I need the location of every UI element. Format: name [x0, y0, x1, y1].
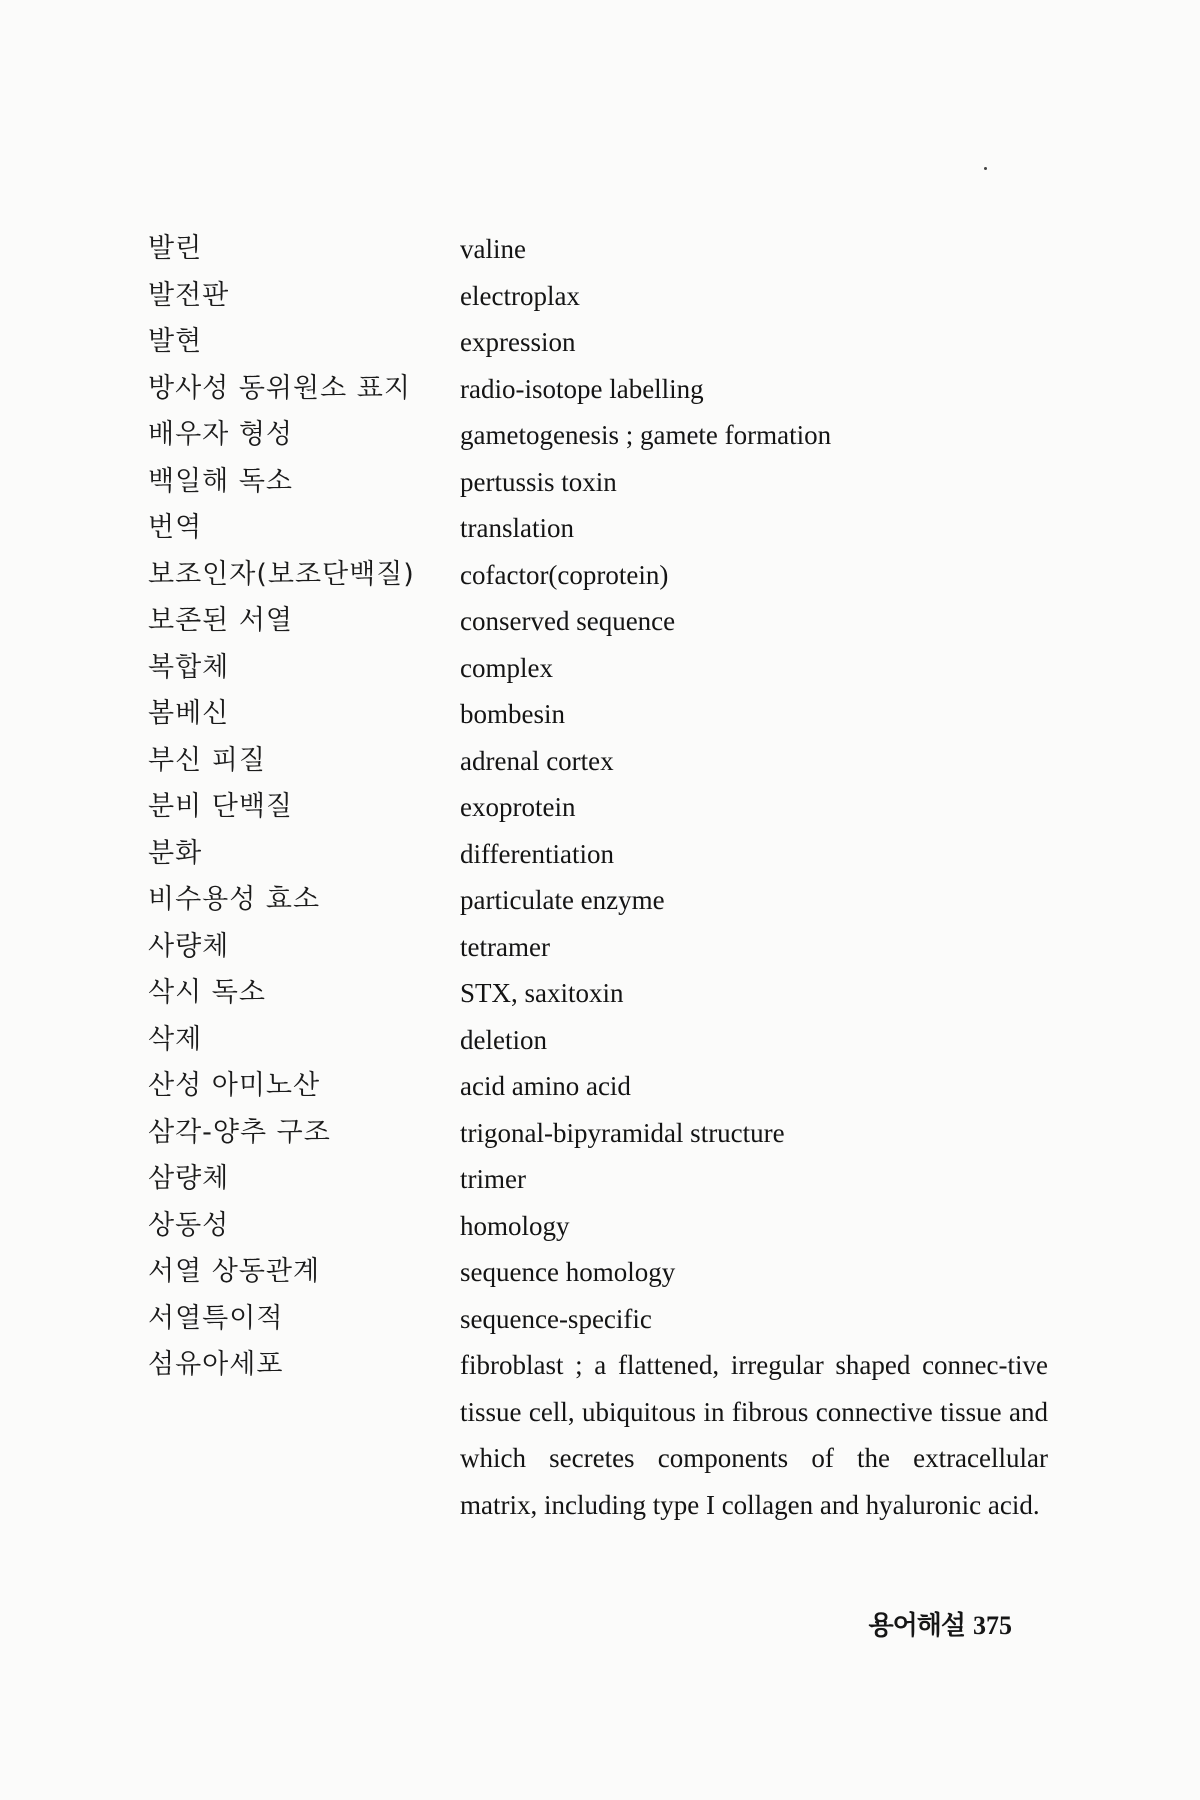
korean-term: 방사성 동위원소 표지 [148, 372, 411, 404]
glossary-entry [148, 459, 1048, 506]
english-term: adrenal cortex [460, 745, 614, 776]
english-term: expression [460, 327, 576, 357]
english-term: trimer [460, 1164, 526, 1194]
korean-term: 발전판 [148, 279, 230, 311]
korean-term: 번역 [148, 512, 203, 543]
english-term: conserved sequence [460, 606, 676, 636]
glossary-entry [148, 1017, 1048, 1064]
glossary-entry [148, 1110, 1048, 1157]
korean-term: 서열특이적 [148, 1302, 284, 1334]
glossary-entry [148, 970, 1048, 1017]
korean-term: 섬유아세포 [148, 1349, 284, 1380]
glossary-list [148, 226, 1048, 1528]
glossary-entry [148, 1249, 1048, 1296]
korean-term: 보존된 서열 [148, 605, 293, 636]
english-definition: fibroblast ; a flattened, irregular shaped connec-tive tissue cell, ubiquitous in fibrous connective tissue and which secretes components of the extracellular matrix, including type I collagen and hyaluronic acid. [460, 1350, 1048, 1520]
glossary-entry [148, 738, 1048, 785]
english-term: exoprotein [460, 792, 576, 822]
english-term: valine [460, 234, 526, 264]
page-number: 375 [973, 1611, 1012, 1640]
korean-term: 봄베신 [148, 698, 230, 729]
section-label: 용어해설 [868, 1611, 965, 1641]
glossary-entry [148, 1342, 1048, 1528]
english-term: radio-isotope labelling [460, 373, 704, 404]
glossary-entry [148, 1203, 1048, 1250]
glossary-entry [148, 924, 1048, 971]
korean-term: 배우자 형성 [148, 419, 293, 450]
english-term: trigonal-bipyramidal structure [460, 1117, 785, 1148]
glossary-entry [148, 877, 1048, 924]
english-term: deletion [460, 1024, 547, 1055]
korean-term: 삼량체 [148, 1163, 230, 1194]
korean-term: 삭시 독소 [148, 977, 266, 1008]
glossary-entry [148, 366, 1048, 413]
page-footer [869, 1605, 1012, 1642]
glossary-entry [148, 645, 1048, 692]
english-term: complex [460, 652, 553, 683]
korean-term: 삼각-양추 구조 [148, 1116, 331, 1148]
korean-term: 분비 단백질 [148, 791, 293, 822]
korean-term: 발린 [148, 233, 203, 264]
english-term: differentiation [460, 838, 614, 869]
glossary-entry [148, 412, 1048, 459]
glossary-entry [148, 505, 1048, 552]
korean-term: 산성 아미노산 [148, 1070, 321, 1101]
english-term: translation [460, 513, 574, 543]
korean-term: 분화 [148, 837, 203, 869]
english-term: particulate enzyme [460, 885, 665, 915]
glossary-entry [148, 273, 1048, 320]
korean-term: 사량체 [148, 930, 230, 962]
glossary-entry [148, 552, 1048, 599]
glossary-entry [148, 319, 1048, 366]
korean-term: 서열 상동관계 [148, 1256, 321, 1287]
korean-term: 부신 피질 [148, 744, 266, 776]
english-term: pertussis toxin [460, 466, 617, 497]
korean-term: 보조인자(보조단백질) [148, 558, 415, 590]
korean-term: 삭제 [148, 1023, 203, 1055]
english-term: gametogenesis ; gamete formation [460, 420, 832, 450]
korean-term: 복합체 [148, 651, 230, 683]
glossary-entry [148, 691, 1048, 738]
english-term: homology [460, 1210, 570, 1241]
glossary-entry [148, 831, 1048, 878]
korean-term: 상동성 [148, 1209, 230, 1241]
english-term: tetramer [460, 931, 550, 962]
glossary-entry [148, 1063, 1048, 1110]
english-term: bombesin [460, 699, 565, 729]
glossary-entry [148, 1296, 1048, 1343]
english-term: cofactor(coprotein) [460, 559, 669, 590]
english-term: STX, saxitoxin [460, 978, 624, 1008]
english-term: electroplax [460, 280, 580, 311]
english-term: sequence homology [460, 1257, 676, 1287]
scan-speck [984, 167, 987, 170]
korean-term: 백일해 독소 [148, 465, 293, 497]
glossary-entry [148, 598, 1048, 645]
glossary-entry [148, 1156, 1048, 1203]
glossary-entry [148, 226, 1048, 273]
korean-term: 비수용성 효소 [148, 884, 321, 915]
english-term: sequence-specific [460, 1303, 652, 1334]
korean-term: 발현 [148, 326, 203, 357]
english-term: acid amino acid [460, 1071, 631, 1101]
glossary-entry [148, 784, 1048, 831]
